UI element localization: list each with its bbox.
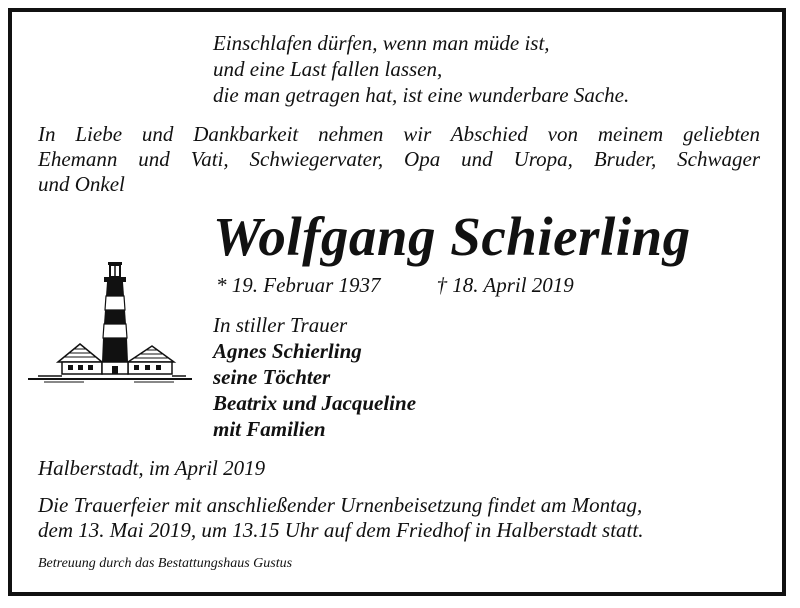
life-dates — [216, 272, 574, 298]
intro-text — [38, 122, 760, 197]
intro-line-3: und Onkel — [38, 172, 125, 196]
mourner-line-3: Beatrix und Jacqueline — [213, 391, 417, 415]
lighthouse-icon — [24, 258, 194, 388]
poem — [213, 30, 629, 108]
death-date: † 18. April 2019 — [436, 273, 574, 297]
funeral-line-2: dem 13. Mai 2019, um 13.15 Uhr auf dem Friedhof in Halberstadt statt. — [38, 518, 644, 542]
mourners-heading: In stiller Trauer — [213, 313, 348, 337]
poem-line-3: die man getragen hat, ist eine wunderbare Sache. — [213, 83, 630, 107]
mourners — [213, 312, 416, 442]
intro-line-1: In Liebe und Dankbarkeit nehmen wir Abschied von meinem geliebten — [38, 122, 760, 146]
poem-line-1: Einschlafen dürfen, wenn man müde ist, — [213, 31, 550, 55]
poem-line-2: und eine Last fallen lassen, — [213, 57, 443, 81]
mourner-line-1: Agnes Schierling — [213, 339, 362, 363]
mourner-line-4: mit Familien — [213, 417, 326, 441]
intro-line-2: Ehemann und Vati, Schwiegervater, Opa und Uropa, Bruder, Schwager — [38, 147, 760, 171]
funeral-info — [38, 493, 643, 543]
deceased-name: Wolfgang Schierling — [213, 206, 691, 267]
undertaker-credit: Betreuung durch das Bestattungshaus Gustus — [38, 556, 293, 571]
birth-date: * 19. Februar 1937 — [216, 273, 381, 297]
place-date: Halberstadt, im April 2019 — [38, 456, 266, 480]
mourner-line-2: seine Töchter — [213, 365, 331, 389]
funeral-line-1: Die Trauerfeier mit anschließender Urnenbeisetzung findet am Montag, — [38, 493, 643, 517]
